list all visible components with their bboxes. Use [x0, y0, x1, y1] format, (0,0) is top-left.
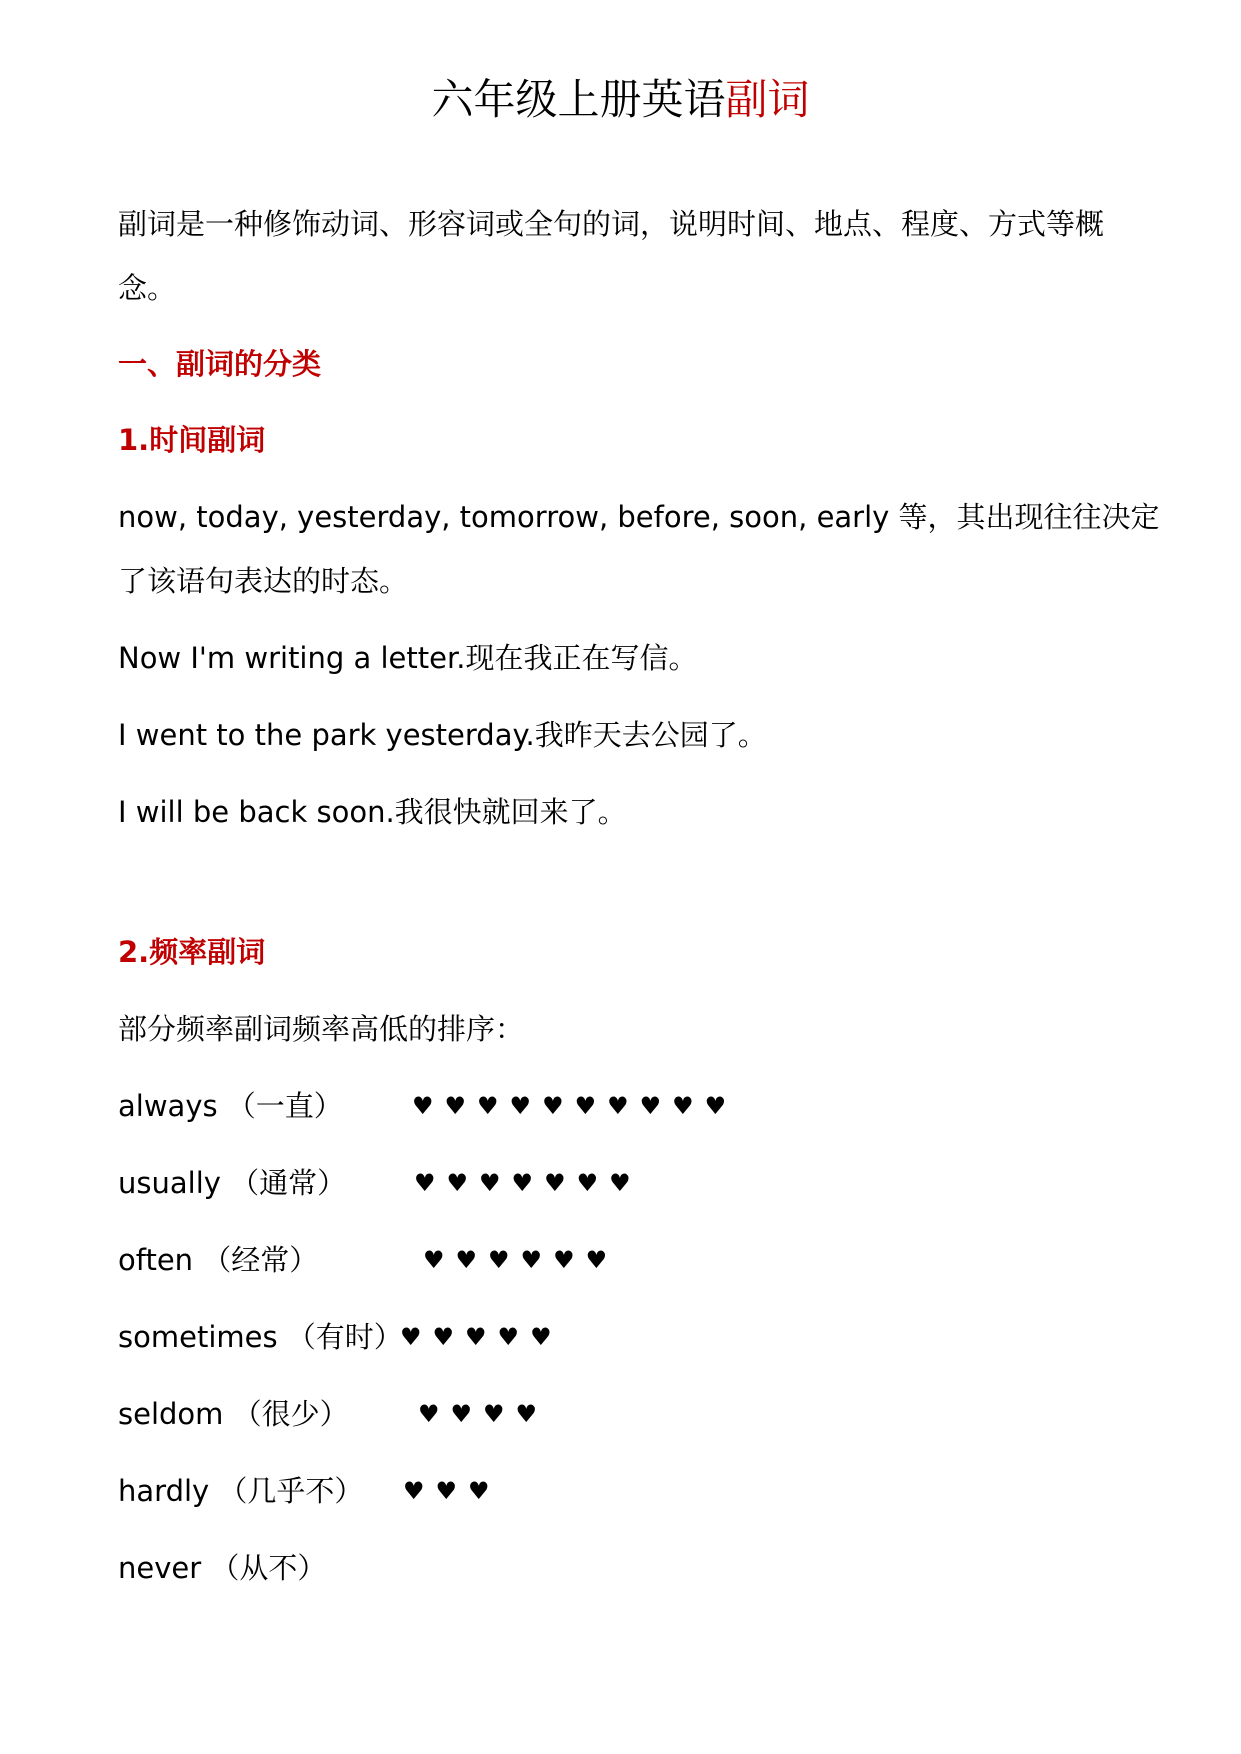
intro-line-1: 副词是一种修饰动词、形容词或全句的词，说明时间、地点、程度、方式等概 [118, 207, 1105, 241]
freq-word-hardly: hardly （几乎不） [118, 1474, 364, 1508]
page-title [0, 70, 1241, 130]
freq-word-seldom: seldom （很少） [118, 1397, 349, 1431]
heart-rating-icon-hardly: ♥♥♥ [403, 1477, 501, 1505]
heart-rating-icon-usually: ♥♥♥♥♥♥♥ [414, 1169, 642, 1197]
heart-rating-icon-sometimes: ♥♥♥♥♥ [400, 1323, 563, 1351]
frequency-intro: 部分频率副词频率高低的排序： [118, 1012, 525, 1046]
freq-word-usually: usually （通常） [118, 1166, 347, 1200]
page-title-accent: 副词 [725, 75, 810, 124]
time-adverbs-desc-line-2: 了该语句表达的时态。 [118, 564, 409, 598]
time-adverbs-desc-line-1: now, today, yesterday, tomorrow, before, soon, early 等，其出现往往决定 [118, 500, 1160, 534]
freq-word-never: never （从不） [118, 1551, 327, 1585]
freq-word-sometimes: sometimes （有时） [118, 1320, 403, 1354]
heart-rating-icon-seldom: ♥♥♥♥ [418, 1400, 549, 1428]
time-example-2: I went to the park yesterday.我昨天去公园了。 [118, 718, 767, 752]
heading-frequency-adverbs: 2.频率副词 [118, 935, 266, 969]
freq-word-always: always （一直） [118, 1089, 343, 1123]
page-title-main: 六年级上册英语 [431, 75, 726, 124]
heart-rating-icon-often: ♥♥♥♥♥♥ [423, 1246, 619, 1274]
time-example-1: Now I'm writing a letter.现在我正在写信。 [118, 641, 698, 675]
section-heading-classification: 一、副词的分类 [118, 347, 322, 381]
heading-time-adverbs: 1.时间副词 [118, 423, 266, 457]
freq-word-often: often （经常） [118, 1243, 319, 1277]
time-example-3: I will be back soon.我很快就回来了。 [118, 795, 627, 829]
intro-line-2: 念。 [118, 271, 177, 305]
heart-rating-icon-always: ♥♥♥♥♥♥♥♥♥♥ [412, 1092, 738, 1120]
